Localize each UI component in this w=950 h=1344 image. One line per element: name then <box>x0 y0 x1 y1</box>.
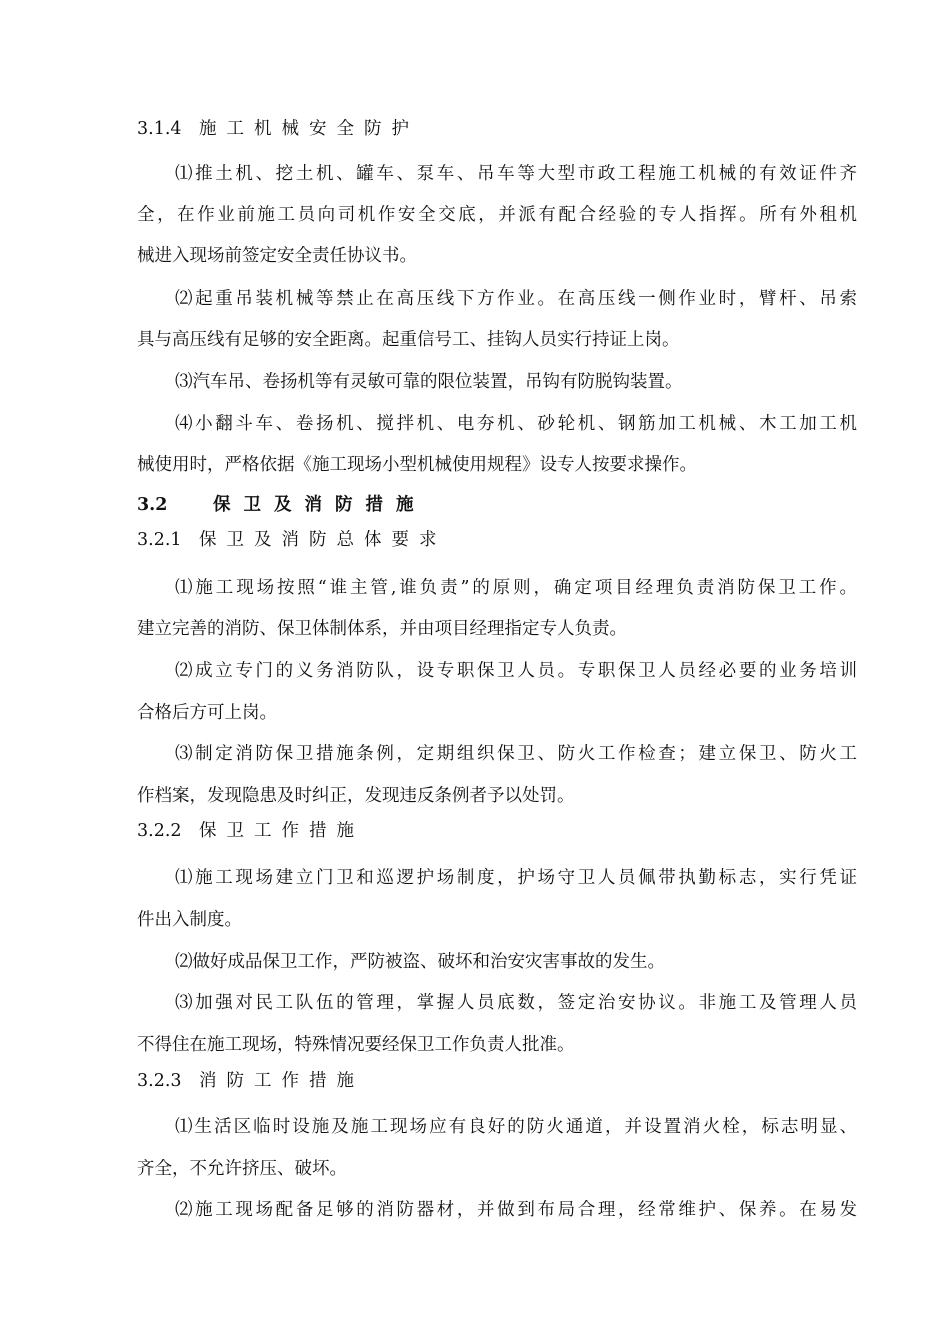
paragraph-line: 械使用时，严格依据《施工现场小型机械使用规程》设专人按要求操作。 <box>137 455 697 475</box>
paragraph-line: 具与高压线有足够的安全距离。起重信号工、挂钩人员实行持证上岗。 <box>137 330 680 350</box>
paragraph-line: 作档案，发现隐患及时纠正，发现违反条例者予以处罚。 <box>137 786 575 806</box>
paragraph-line: ⑵成立专门的义务消防队，设专职保卫人员。专职保卫人员经必要的业务培训 <box>175 661 857 681</box>
section-heading-3-1-4 <box>137 116 857 142</box>
paragraph-line: ⑶汽车吊、卷扬机等有灵敏可靠的限位装置，吊钩有防脱钩装置。 <box>175 372 683 392</box>
paragraph-line: 建立完善的消防、保卫体制体系，并由项目经理指定专人负责。 <box>137 619 627 639</box>
paragraph-line: 不得住在施工现场，特殊情况要经保卫工作负责人批准。 <box>137 1035 575 1055</box>
section-number: 3.1.4 <box>137 119 182 139</box>
paragraph-line: 全，在作业前施工员向司机作安全交底，并派有配合经验的专人指挥。所有外租机 <box>137 205 857 225</box>
paragraph-line: ⑴生活区临时设施及施工现场应有良好的防火通道，并设置消火栓，标志明显、 <box>175 1117 857 1137</box>
paragraph-line: ⑶加强对民工队伍的管理，掌握人员底数，签定治安协议。非施工及管理人员 <box>175 993 857 1013</box>
paragraph-line: 件出入制度。 <box>137 910 242 930</box>
section-heading-3-2-1 <box>137 527 857 553</box>
section-title: 施工机械安全防护 <box>199 119 419 139</box>
paragraph-line: ⑵做好成品保卫工作，严防被盗、破坏和治安灾害事故的发生。 <box>175 952 665 972</box>
paragraph-line: 齐全，不允许挤压、破坏。 <box>137 1159 347 1179</box>
section-title: 保卫及消防总体要求 <box>199 530 447 550</box>
section-title: 消防工作措施 <box>199 1071 364 1091</box>
paragraph-line: ⑶制定消防保卫措施条例，定期组织保卫、防火工作检查；建立保卫、防火工 <box>175 744 857 764</box>
section-title: 保卫工作措施 <box>199 821 364 841</box>
paragraph-line: ⑵施工现场配备足够的消防器材，并做到布局合理，经常维护、保养。在易发 <box>175 1200 857 1220</box>
paragraph-line: ⑴施工现场建立门卫和巡逻护场制度，护场守卫人员佩带执勤标志，实行凭证 <box>175 868 857 888</box>
paragraph-line: ⑴施工现场按照“谁主管,谁负责”的原则，确定项目经理负责消防保卫工作。 <box>175 578 857 598</box>
section-number: 3.2 <box>137 495 168 515</box>
section-heading-3-2-3 <box>137 1068 857 1094</box>
paragraph-line: ⑵起重吊装机械等禁止在高压线下方作业。在高压线一侧作业时，臂杆、吊索 <box>175 289 857 309</box>
paragraph-line: 械进入现场前签定安全责任协议书。 <box>137 246 417 266</box>
section-number: 3.2.3 <box>137 1071 182 1091</box>
section-heading-3-2-2 <box>137 818 857 844</box>
paragraph-line: ⑷小翻斗车、卷扬机、搅拌机、电夯机、砂轮机、钢筋加工机械、木工加工机 <box>175 414 857 434</box>
section-title: 保卫及消防措施 <box>213 495 427 515</box>
section-heading-3-2 <box>137 492 857 518</box>
paragraph-line: 合格后方可上岗。 <box>137 703 277 723</box>
section-number: 3.2.1 <box>137 530 182 550</box>
section-number: 3.2.2 <box>137 821 182 841</box>
paragraph-line: ⑴推土机、挖土机、罐车、泵车、吊车等大型市政工程施工机械的有效证件齐 <box>175 164 857 184</box>
